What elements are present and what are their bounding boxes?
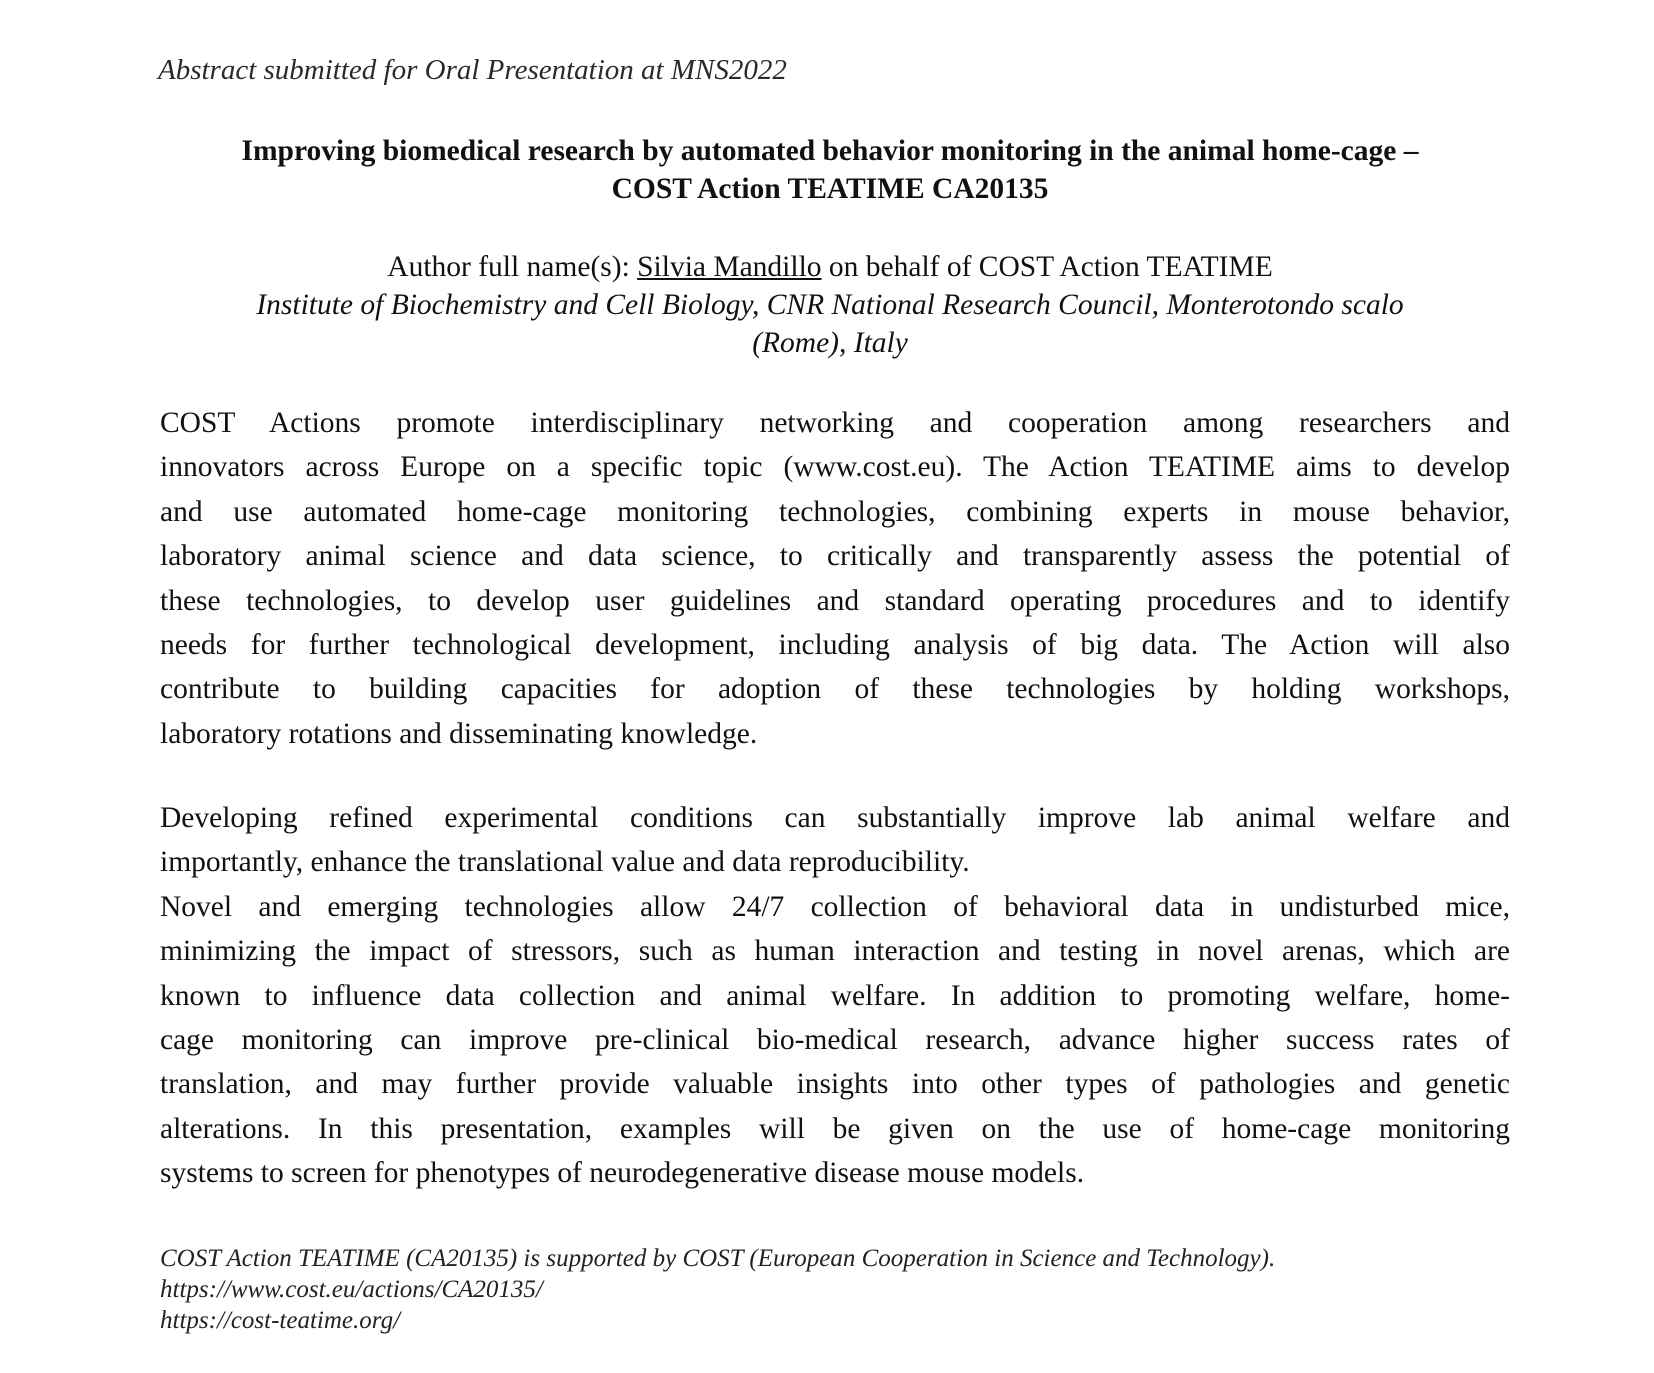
funding-footnote xyxy=(160,1243,1275,1336)
paragraph-line: translation, and may further provide valuable insights into other types of pathologies and genetic xyxy=(160,1068,1510,1101)
paragraph-line: contribute to building capacities for adoption of these technologies by holding workshops, xyxy=(160,673,1510,706)
author-suffix: on behalf of COST Action TEATIME xyxy=(821,251,1273,283)
author-name: Silvia Mandillo xyxy=(637,251,822,283)
abstract-title xyxy=(150,132,1510,208)
teatime-url: https://cost-teatime.org/ xyxy=(160,1307,401,1334)
paragraph-line: minimizing the impact of stressors, such as human interaction and testing in novel arenas, which are xyxy=(160,935,1510,968)
funding-statement: COST Action TEATIME (CA20135) is supported by COST (European Cooperation in Science and Technology). xyxy=(160,1245,1276,1272)
paragraph-line: laboratory rotations and disseminating knowledge. xyxy=(160,717,758,750)
affiliation xyxy=(150,286,1510,362)
paragraph-line: innovators across Europe on a specific topic (www.cost.eu). The Action TEATIME aims to develop xyxy=(160,451,1510,484)
paragraph-welfare xyxy=(160,796,1510,1196)
paragraph-line: alterations. In this presentation, examples will be given on the use of home-cage monitoring xyxy=(160,1112,1510,1145)
affiliation-line-2: (Rome), Italy xyxy=(752,327,908,359)
author-block xyxy=(150,248,1510,362)
paragraph-line: systems to screen for phenotypes of neurodegenerative disease mouse models. xyxy=(160,1157,1085,1190)
cost-action-url: https://www.cost.eu/actions/CA20135/ xyxy=(160,1276,543,1303)
paragraph-line: these technologies, to develop user guidelines and standard operating procedures and to identify xyxy=(160,584,1510,617)
author-line xyxy=(150,248,1510,286)
submission-note: Abstract submitted for Oral Presentation at MNS2022 xyxy=(158,54,787,86)
paragraph-line: Novel and emerging technologies allow 24/7 collection of behavioral data in undisturbed mice, xyxy=(160,890,1510,923)
title-line-2: COST Action TEATIME CA20135 xyxy=(611,173,1049,205)
title-line-1: Improving biomedical research by automated behavior monitoring in the animal home-cage – xyxy=(241,135,1419,167)
paragraph-line: and use automated home-cage monitoring technologies, combining experts in mouse behavior, xyxy=(160,495,1510,528)
paragraph-line: importantly, enhance the translational value and data reproducibility. xyxy=(160,846,970,879)
paragraph-line: COST Actions promote interdisciplinary networking and cooperation among researchers and xyxy=(160,407,1510,439)
affiliation-line-1: Institute of Biochemistry and Cell Biology, CNR National Research Council, Monterotondo scalo xyxy=(256,289,1404,321)
paragraph-cost-actions xyxy=(160,401,1510,756)
paragraph-line: Developing refined experimental conditions can substantially improve lab animal welfare and xyxy=(160,802,1510,834)
paragraph-line: needs for further technological development, including analysis of big data. The Action will also xyxy=(160,628,1510,661)
author-prefix: Author full name(s): xyxy=(387,251,638,283)
paragraph-line: laboratory animal science and data science, to critically and transparently assess the potential of xyxy=(160,540,1510,573)
paragraph-line: cage monitoring can improve pre-clinical bio-medical research, advance higher success rates of xyxy=(160,1023,1510,1056)
paragraph-line: known to influence data collection and animal welfare. In addition to promoting welfare, home- xyxy=(160,979,1510,1012)
